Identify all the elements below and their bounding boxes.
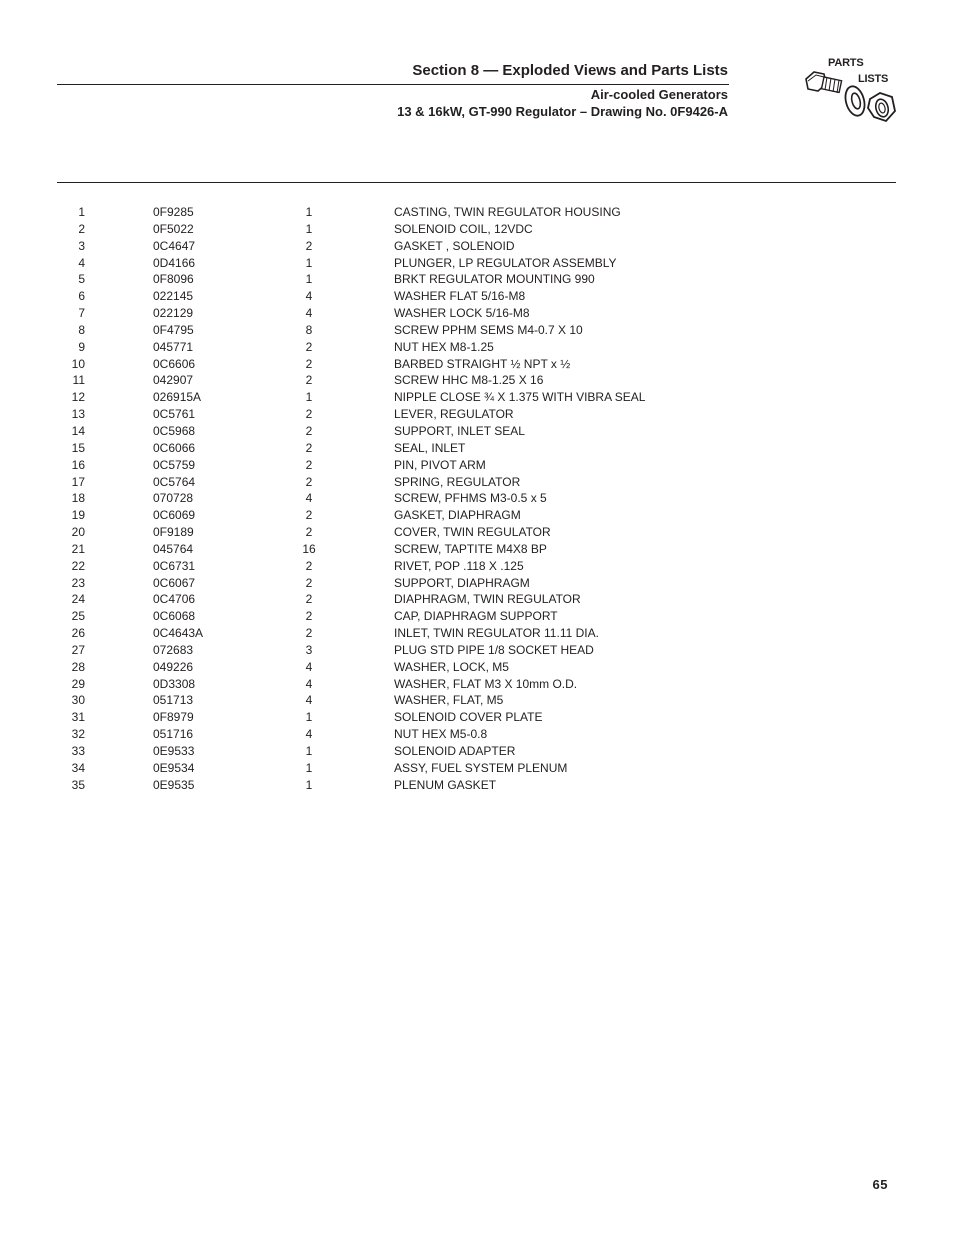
part-description: SOLENOID COIL, 12VDC [394,221,533,236]
quantity: 4 [305,491,313,506]
table-row [0,322,954,339]
part-description: SCREW, PFHMS M3-0.5 x 5 [394,491,547,506]
item-number: 5 [78,272,85,287]
quantity: 2 [305,373,313,388]
quantity: 1 [305,255,313,270]
quantity: 4 [305,659,313,674]
part-description: CAP, DIAPHRAGM SUPPORT [394,609,558,624]
part-description: SPRING, REGULATOR [394,474,521,489]
part-description: BARBED STRAIGHT ½ NPT x ½ [394,356,571,371]
section-title: Section 8 — Exploded Views and Parts Lists [412,62,728,79]
part-description: NUT HEX M5-0.8 [394,727,488,742]
quantity: 1 [305,710,313,725]
header-rule [57,84,729,85]
item-number: 16 [71,457,85,472]
table-row [0,305,954,322]
quantity: 4 [305,676,313,691]
quantity: 1 [305,390,313,405]
part-description: SCREW, TAPTITE M4X8 BP [394,541,547,556]
quantity: 2 [305,626,313,641]
table-row [0,288,954,305]
item-number: 12 [71,390,85,405]
part-description: SOLENOID COVER PLATE [394,710,543,725]
part-number: 0C6068 [153,609,196,624]
item-number: 14 [71,423,85,438]
table-row [0,524,954,541]
table-row [0,676,954,693]
quantity: 2 [305,440,313,455]
quantity: 2 [305,525,313,540]
part-description: WASHER, FLAT M3 X 10mm O.D. [394,676,578,691]
item-number: 18 [71,491,85,506]
item-number: 34 [71,760,85,775]
part-description: PLUNGER, LP REGULATOR ASSEMBLY [394,255,617,270]
parts-list-table [0,204,954,794]
quantity: 2 [305,457,313,472]
table-row [0,339,954,356]
table-row [0,406,954,423]
part-number: 0F8979 [153,710,194,725]
part-number: 0C6731 [153,558,196,573]
part-description: ASSY, FUEL SYSTEM PLENUM [394,760,568,775]
quantity: 1 [305,221,313,236]
part-description: SUPPORT, DIAPHRAGM [394,575,530,590]
item-number: 7 [78,306,85,321]
table-row [0,642,954,659]
part-number: 026915A [153,390,202,405]
item-number: 26 [71,626,85,641]
logo-word-lists: LISTS [858,73,889,85]
table-row [0,777,954,794]
part-number: 0F9285 [153,205,194,219]
page-number: 65 [872,1177,888,1192]
quantity: 1 [305,744,313,758]
part-description: NIPPLE CLOSE ¾ X 1.375 WITH VIBRA SEAL [394,390,646,405]
table-row [0,356,954,373]
item-number: 21 [71,541,85,556]
quantity: 1 [305,760,313,775]
item-number: 3 [78,238,85,253]
part-number: 042907 [153,373,194,388]
item-number: 27 [71,642,85,657]
part-description: SOLENOID ADAPTER [394,744,516,758]
part-number: 0C4647 [153,238,196,253]
quantity: 4 [305,306,313,321]
part-description: PLENUM GASKET [394,777,497,792]
content-rule [57,182,896,183]
part-description: PLUG STD PIPE 1/8 SOCKET HEAD [394,642,594,657]
part-number: 0C6067 [153,575,196,590]
part-description: SCREW PPHM SEMS M4-0.7 X 10 [394,322,583,337]
table-row [0,591,954,608]
parts-lists-logo [802,55,898,130]
table-row [0,625,954,642]
item-number: 2 [78,221,85,236]
quantity: 8 [305,322,313,337]
item-number: 35 [71,777,85,792]
part-number: 022145 [153,289,194,304]
quantity: 4 [305,727,313,742]
part-description: RIVET, POP .118 X .125 [394,558,524,573]
part-description: WASHER, FLAT, M5 [394,693,504,708]
part-description: SEAL, INLET [394,440,466,455]
table-row [0,608,954,625]
table-row [0,423,954,440]
quantity: 2 [305,238,313,253]
part-number: 0E9533 [153,744,195,758]
item-number: 33 [71,744,85,758]
table-row [0,575,954,592]
table-row [0,692,954,709]
table-row [0,709,954,726]
part-number: 072683 [153,642,194,657]
table-row [0,204,954,221]
quantity: 1 [305,272,313,287]
part-number: 0C5759 [153,457,196,472]
part-description: CASTING, TWIN REGULATOR HOUSING [394,205,621,219]
item-number: 15 [71,440,85,455]
part-number: 045764 [153,541,194,556]
item-number: 11 [72,373,85,388]
part-number: 0D3308 [153,676,196,691]
part-description: WASHER LOCK 5/16-M8 [394,306,530,321]
part-number: 051716 [153,727,194,742]
table-row [0,238,954,255]
part-number: 0F5022 [153,221,194,236]
part-number: 022129 [153,306,194,321]
table-row [0,490,954,507]
table-row [0,221,954,238]
quantity: 3 [305,642,313,657]
quantity: 2 [305,508,313,523]
part-number: 0F8096 [153,272,194,287]
quantity: 1 [305,777,313,792]
quantity: 2 [305,575,313,590]
table-row [0,440,954,457]
quantity: 2 [305,609,313,624]
part-number: 0D4166 [153,255,196,270]
table-row [0,558,954,575]
item-number: 20 [71,525,85,540]
part-number: 0C6066 [153,440,196,455]
item-number: 25 [71,609,85,624]
part-number: 0C5761 [153,407,196,422]
part-number: 0C4706 [153,592,196,607]
table-row [0,760,954,777]
part-description: WASHER FLAT 5/16-M8 [394,289,526,304]
part-number: 0C4643A [153,626,204,641]
item-number: 6 [78,289,85,304]
table-row [0,507,954,524]
table-row [0,457,954,474]
part-number: 0C5968 [153,423,196,438]
quantity: 2 [305,592,313,607]
quantity: 4 [305,289,313,304]
part-number: 0F9189 [153,525,194,540]
item-number: 28 [71,659,85,674]
quantity: 2 [305,356,313,371]
item-number: 31 [71,710,85,725]
logo-word-parts: PARTS [828,57,864,69]
part-number: 049226 [153,659,194,674]
part-description: DIAPHRAGM, TWIN REGULATOR [394,592,581,607]
table-row [0,541,954,558]
part-number: 0E9534 [153,760,195,775]
part-description: LEVER, REGULATOR [394,407,514,422]
table-row [0,726,954,743]
item-number: 10 [71,356,85,371]
part-number: 0C6069 [153,508,196,523]
quantity: 1 [305,205,313,219]
quantity: 2 [305,407,313,422]
part-number: 0E9535 [153,777,195,792]
table-row [0,372,954,389]
part-description: GASKET, DIAPHRAGM [394,508,521,523]
table-row [0,389,954,406]
item-number: 17 [71,474,85,489]
item-number: 1 [78,205,85,219]
table-row [0,659,954,676]
table-row [0,474,954,491]
quantity: 2 [305,423,313,438]
quantity: 2 [305,339,313,354]
quantity: 2 [305,474,313,489]
part-number: 051713 [153,693,194,708]
quantity: 16 [302,541,316,556]
part-number: 045771 [153,339,194,354]
item-number: 29 [71,676,85,691]
item-number: 8 [78,322,85,337]
item-number: 22 [71,558,85,573]
item-number: 23 [71,575,85,590]
part-description: SUPPORT, INLET SEAL [394,423,525,438]
quantity: 4 [305,693,313,708]
part-description: SCREW HHC M8-1.25 X 16 [394,373,544,388]
part-description: NUT HEX M8-1.25 [394,339,494,354]
table-row [0,743,954,760]
table-row [0,271,954,288]
part-description: PIN, PIVOT ARM [394,457,486,472]
part-number: 0C5764 [153,474,196,489]
item-number: 19 [71,508,85,523]
part-number: 0C6606 [153,356,196,371]
quantity: 2 [305,558,313,573]
part-description: BRKT REGULATOR MOUNTING 990 [394,272,595,287]
item-number: 32 [71,727,85,742]
part-description: INLET, TWIN REGULATOR 11.11 DIA. [394,626,599,641]
drawing-title: 13 & 16kW, GT-990 Regulator – Drawing No. 0F9426-A [397,104,728,119]
part-description: COVER, TWIN REGULATOR [394,525,551,540]
part-number: 0F4795 [153,322,194,337]
part-description: WASHER, LOCK, M5 [394,659,509,674]
part-number: 070728 [153,491,194,506]
item-number: 13 [71,407,85,422]
item-number: 4 [78,255,85,270]
item-number: 24 [71,592,85,607]
table-row [0,255,954,272]
document-subtitle: Air-cooled Generators [590,87,728,102]
item-number: 9 [78,339,85,354]
item-number: 30 [71,693,85,708]
part-description: GASKET , SOLENOID [394,238,515,253]
